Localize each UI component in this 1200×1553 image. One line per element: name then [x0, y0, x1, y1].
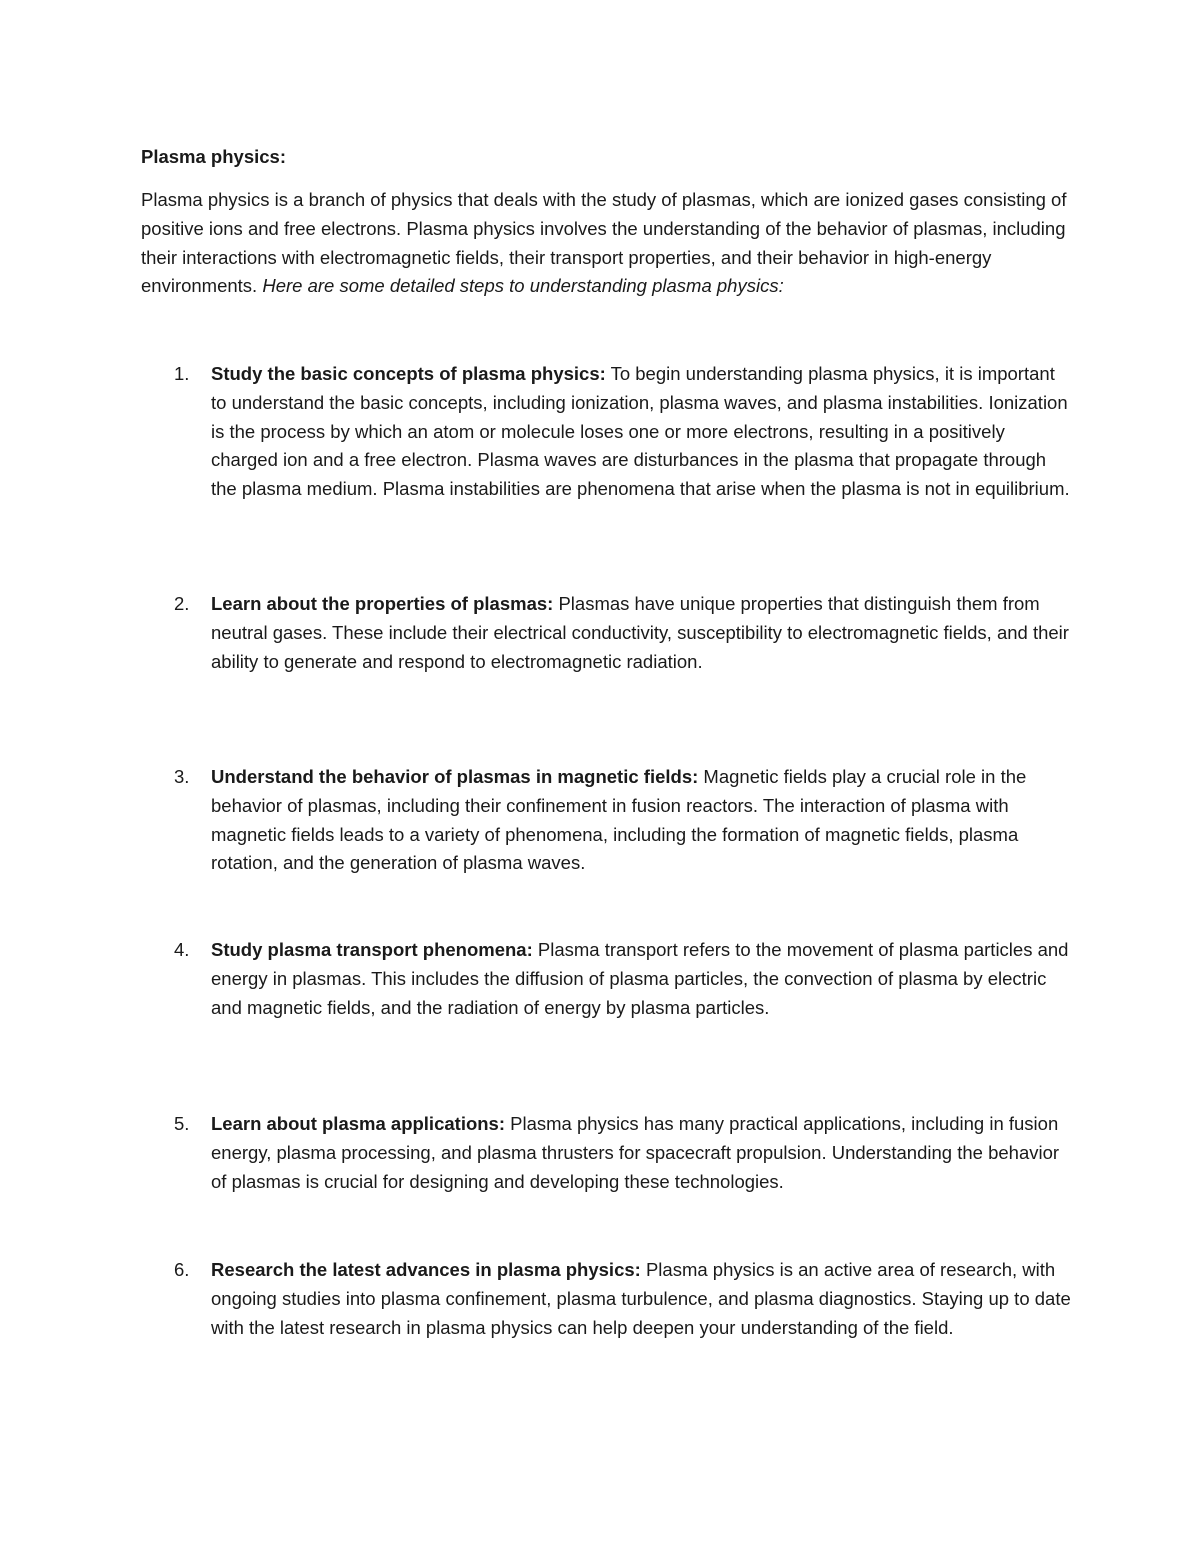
list-item-number: 4. — [174, 939, 190, 960]
list-item-title: Research the latest advances in plasma physics: — [211, 1259, 641, 1280]
list-item-body — [211, 360, 1071, 504]
list-item-text: Plasmas have unique properties that distinguish them from neutral gases. These include their electrical conductivity, susceptibility to electromagnetic fields, and their ability to generate and respond to electromagnetic radiation. — [211, 593, 1069, 672]
list-item-body — [211, 763, 1071, 878]
list-item-title: Learn about plasma applications: — [211, 1113, 506, 1134]
list-item-number: 3. — [174, 766, 190, 787]
list-item-title: Study plasma transport phenomena: — [211, 939, 533, 960]
intro-italic-text: Here are some detailed steps to understanding plasma physics: — [262, 275, 784, 297]
list-item-text: Magnetic fields play a crucial role in the behavior of plasmas, including their confinement in fusion reactors. The interaction of plasma with magnetic fields leads to a variety of phenomena, including the formation of magnetic fields, plasma rotation, and the generation of plasma waves. — [211, 766, 1027, 874]
list-item-number: 2. — [174, 593, 190, 614]
list-item-text: Plasma physics is an active area of research, with ongoing studies into plasma confinement, plasma turbulence, and plasma diagnostics. Staying up to date with the latest research in plasma physics can help deepen your understanding of the field. — [211, 1259, 1071, 1338]
list-item-text: To begin understanding plasma physics, it is important to understand the basic concepts, including ionization, plasma waves, and plasma instabilities. Ionization is the process by which an atom or molecule loses one or more electrons, resulting in a positively charged ion and a free electron. Plasma waves are disturbances in the plasma that propagate through the plasma medium. Plasma instabilities are phenomena that arise when the plasma is not in equilibrium. — [211, 363, 1070, 500]
list-item-body — [211, 590, 1071, 676]
document-heading: Plasma physics: — [141, 146, 286, 167]
list-item-text: Plasma physics has many practical applications, including in fusion energy, plasma processing, and plasma thrusters for spacecraft propulsion. Understanding the behavior of plasmas is crucial for designing and developing these technologies. — [211, 1113, 1060, 1192]
list-item-title: Learn about the properties of plasmas: — [211, 593, 554, 614]
list-item-body — [211, 1256, 1071, 1342]
intro-text: Plasma physics is a branch of physics that deals with the study of plasmas, which are ionized gases consisting of positive ions and free electrons. Plasma physics involves the understanding of the behavior of plasmas, including their interactions with electromagnetic fields, their transport properties, and their behavior in high-energy environments. — [141, 189, 1067, 297]
list-item-body — [211, 1110, 1071, 1196]
list-item-body — [211, 936, 1071, 1022]
list-item-text: Plasma transport refers to the movement of plasma particles and energy in plasmas. This includes the diffusion of plasma particles, the convection of plasma by electric and magnetic fields, and the radiation of energy by plasma particles. — [211, 939, 1069, 1018]
intro-paragraph — [141, 186, 1071, 301]
list-item-number: 6. — [174, 1259, 190, 1280]
list-item-title: Study the basic concepts of plasma physics: — [211, 363, 606, 384]
list-item-title: Understand the behavior of plasmas in magnetic fields: — [211, 766, 699, 787]
list-item-number: 5. — [174, 1113, 190, 1134]
list-item-number: 1. — [174, 363, 190, 384]
